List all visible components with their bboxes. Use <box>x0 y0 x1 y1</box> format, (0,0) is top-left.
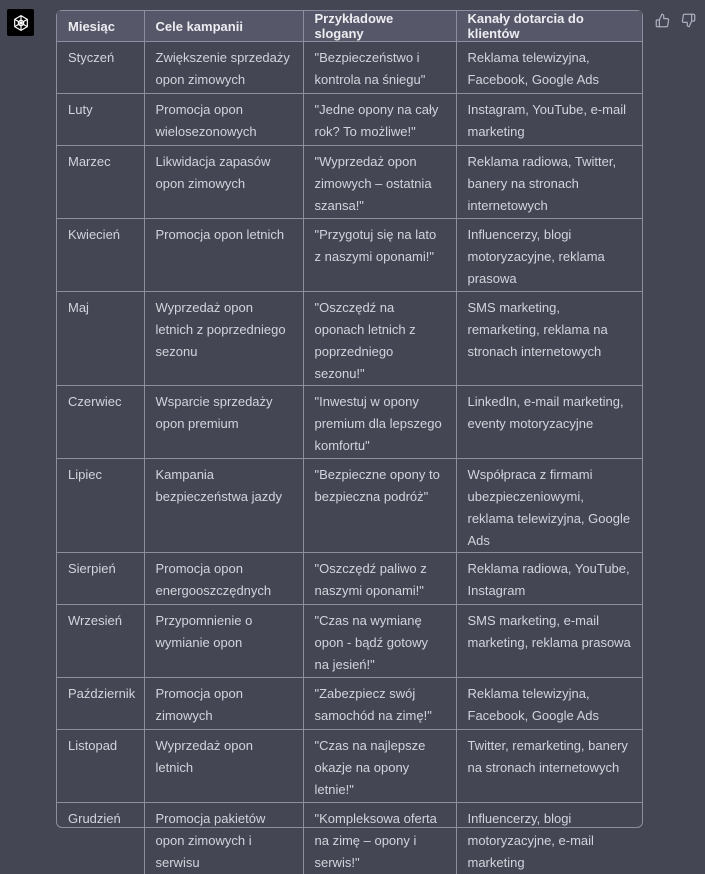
cell-month: Styczeń <box>57 42 144 94</box>
cell-goal: Promocja pakietów opon zimowych i serwisu <box>144 803 303 874</box>
cell-goal: Zwiększenie sprzedaży opon zimowych <box>144 42 303 94</box>
cell-goal: Promocja opon wielosezonowych <box>144 94 303 146</box>
cell-channels: Współpraca z firmami ubezpieczeniowymi, reklama telewizyjna, Google Ads <box>456 459 642 553</box>
table-row <box>57 459 642 553</box>
cell-month: Kwiecień <box>57 219 144 292</box>
cell-channels: Instagram, YouTube, e-mail marketing <box>456 94 642 146</box>
cell-goal: Promocja opon zimowych <box>144 678 303 730</box>
header-goals: Cele kampanii <box>144 11 303 42</box>
table-row <box>57 42 642 94</box>
cell-channels: Reklama radiowa, YouTube, Instagram <box>456 553 642 605</box>
cell-slogan: "Oszczędź paliwo z naszymi oponami!" <box>303 553 456 605</box>
header-month: Miesiąc <box>57 11 144 42</box>
header-channels: Kanały dotarcia do klientów <box>456 11 642 42</box>
cell-goal: Wsparcie sprzedaży opon premium <box>144 386 303 459</box>
cell-goal: Przypomnienie o wymianie opon <box>144 605 303 678</box>
cell-channels: Twitter, remarketing, banery na stronach internetowych <box>456 730 642 803</box>
table-row <box>57 386 642 459</box>
campaign-table <box>56 10 643 828</box>
cell-goal: Promocja opon letnich <box>144 219 303 292</box>
table-row <box>57 94 642 146</box>
cell-slogan: "Wyprzedaż opon zimowych – ostatnia szansa!" <box>303 146 456 219</box>
cell-goal: Kampania bezpieczeństwa jazdy <box>144 459 303 553</box>
cell-slogan: "Zabezpiecz swój samochód na zimę!" <box>303 678 456 730</box>
cell-channels: Reklama telewizyjna, Facebook, Google Ads <box>456 42 642 94</box>
table-row <box>57 292 642 386</box>
cell-slogan: "Jedne opony na cały rok? To możliwe!" <box>303 94 456 146</box>
cell-channels: LinkedIn, e-mail marketing, eventy motoryzacyjne <box>456 386 642 459</box>
cell-goal: Promocja opon energooszczędnych <box>144 553 303 605</box>
cell-channels: Reklama radiowa, Twitter, banery na stronach internetowych <box>456 146 642 219</box>
cell-goal: Wyprzedaż opon letnich z poprzedniego sezonu <box>144 292 303 386</box>
cell-slogan: "Inwestuj w opony premium dla lepszego komfortu" <box>303 386 456 459</box>
cell-slogan: "Przygotuj się na lato z naszymi oponami!" <box>303 219 456 292</box>
cell-slogan: "Bezpieczeństwo i kontrola na śniegu" <box>303 42 456 94</box>
cell-channels: Influencerzy, blogi motoryzacyjne, e-mail marketing <box>456 803 642 874</box>
thumbs-down-icon[interactable] <box>680 12 696 28</box>
table-row <box>57 146 642 219</box>
cell-month: Marzec <box>57 146 144 219</box>
cell-channels: Reklama telewizyjna, Facebook, Google Ads <box>456 678 642 730</box>
cell-goal: Wyprzedaż opon letnich <box>144 730 303 803</box>
cell-month: Wrzesień <box>57 605 144 678</box>
cell-slogan: "Kompleksowa oferta na zimę – opony i serwis!" <box>303 803 456 874</box>
cell-month: Październik <box>57 678 144 730</box>
table-row <box>57 678 642 730</box>
table-row <box>57 553 642 605</box>
table-header-row <box>57 11 642 42</box>
cell-slogan: "Oszczędź na oponach letnich z poprzedniego sezonu!" <box>303 292 456 386</box>
cell-month: Czerwiec <box>57 386 144 459</box>
cell-month: Listopad <box>57 730 144 803</box>
table-row <box>57 605 642 678</box>
table-row <box>57 803 642 874</box>
cell-slogan: "Czas na wymianę opon - bądź gotowy na jesień!" <box>303 605 456 678</box>
cell-month: Maj <box>57 292 144 386</box>
cell-slogan: "Bezpieczne opony to bezpieczna podróż" <box>303 459 456 553</box>
cell-month: Lipiec <box>57 459 144 553</box>
thumbs-up-icon[interactable] <box>654 12 670 28</box>
cell-goal: Likwidacja zapasów opon zimowych <box>144 146 303 219</box>
cell-month: Grudzień <box>57 803 144 874</box>
cell-month: Sierpień <box>57 553 144 605</box>
cell-channels: SMS marketing, e-mail marketing, reklama prasowa <box>456 605 642 678</box>
header-slogans: Przykładowe slogany <box>303 11 456 42</box>
table-row <box>57 219 642 292</box>
openai-logo-icon <box>7 9 34 36</box>
cell-month: Luty <box>57 94 144 146</box>
table-row <box>57 730 642 803</box>
cell-channels: Influencerzy, blogi motoryzacyjne, reklama prasowa <box>456 219 642 292</box>
cell-slogan: "Czas na najlepsze okazje na opony letnie!" <box>303 730 456 803</box>
cell-channels: SMS marketing, remarketing, reklama na stronach internetowych <box>456 292 642 386</box>
